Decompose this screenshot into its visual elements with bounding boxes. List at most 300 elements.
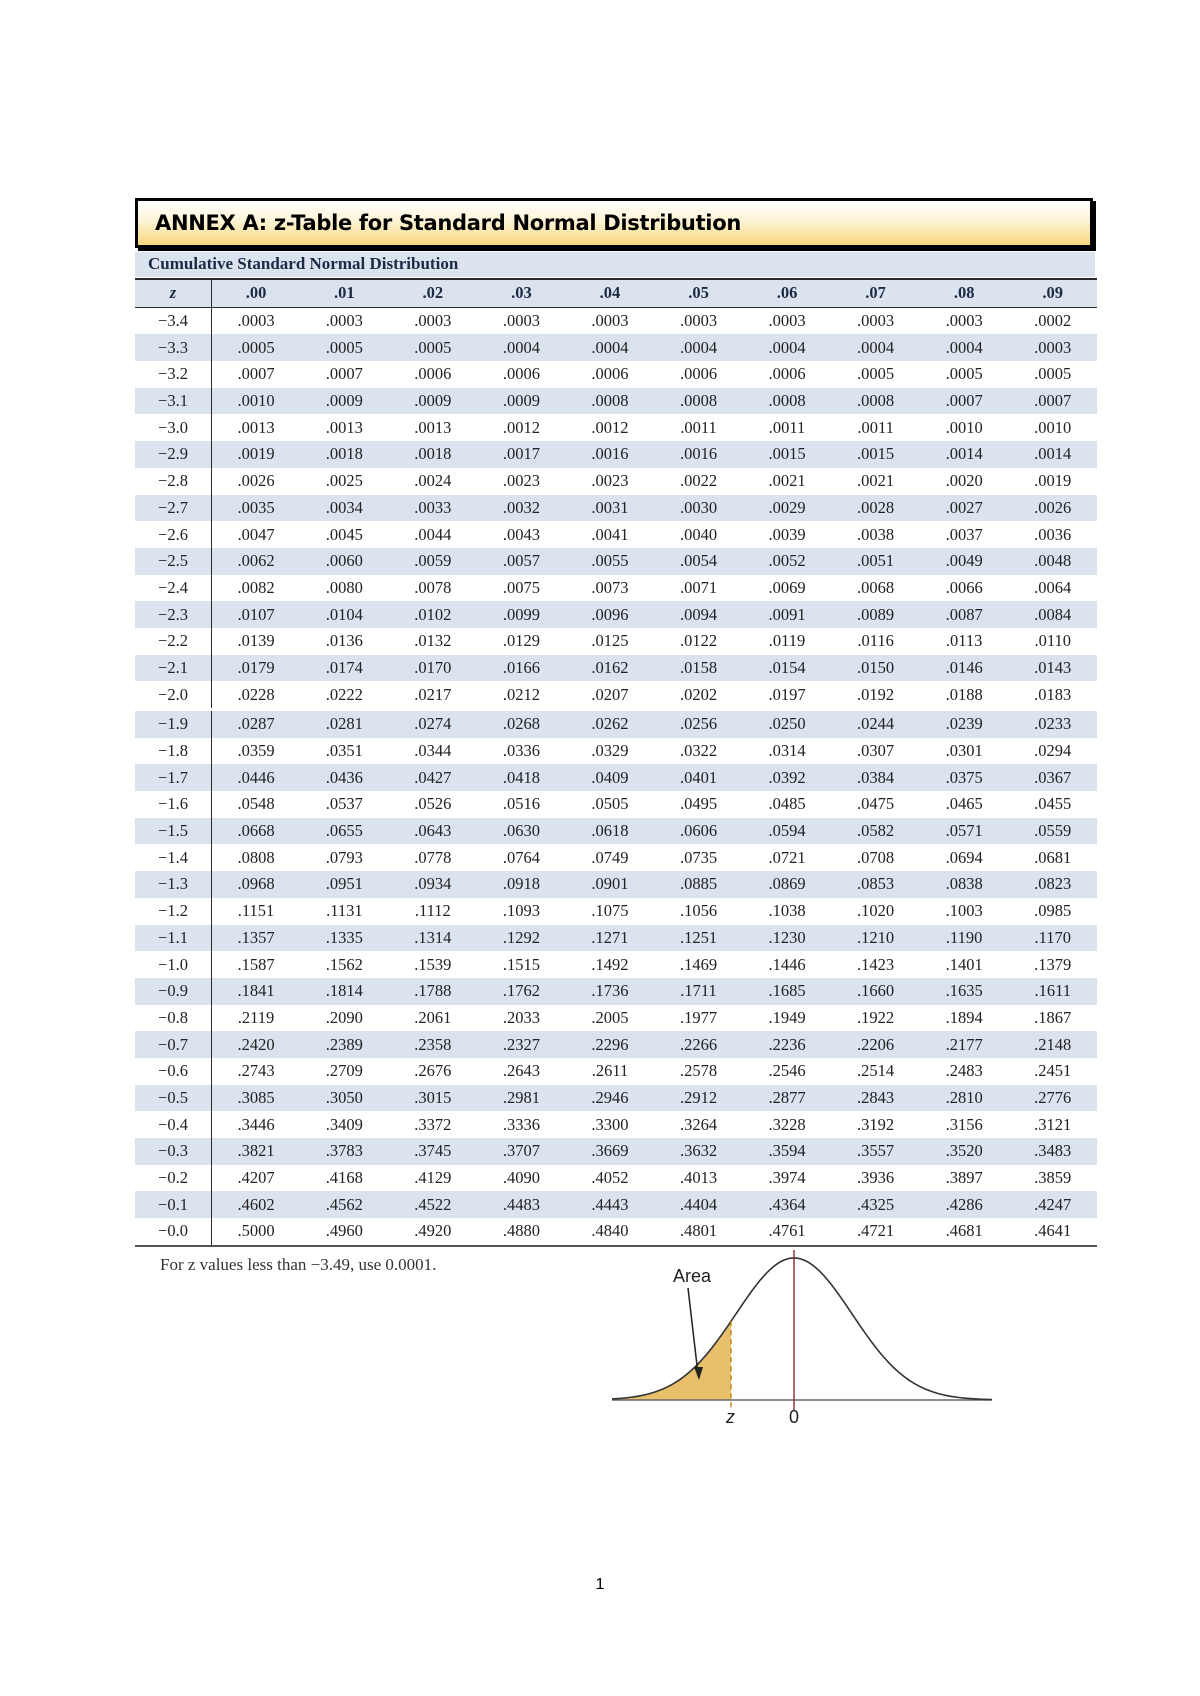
z-value-cell: −1.1: [135, 925, 212, 952]
probability-cell: .1357: [237, 927, 275, 947]
probability-cell: .0582: [857, 821, 895, 841]
probability-cell: .0301: [945, 741, 983, 761]
probability-cell: .0034: [325, 497, 363, 517]
probability-cell: .4522: [414, 1194, 452, 1214]
probability-cell: .0002: [1034, 311, 1072, 331]
probability-cell: .1038: [768, 901, 806, 921]
z-axis-label: z: [726, 1407, 735, 1427]
probability-cell: .3859: [1034, 1168, 1072, 1188]
probability-cell: .0008: [857, 391, 895, 411]
header-col-4: .03: [477, 279, 566, 307]
probability-cell: .3483: [1034, 1141, 1072, 1161]
probability-cell: .3372: [414, 1114, 452, 1134]
probability-cell: .0571: [945, 821, 983, 841]
probability-cell: .4562: [325, 1194, 363, 1214]
z-value-cell: −0.5: [135, 1085, 212, 1112]
table-row: [135, 414, 1097, 441]
probability-cell: .0011: [857, 417, 894, 437]
probability-cell: .0475: [857, 794, 895, 814]
probability-cell: .0013: [414, 417, 452, 437]
probability-cell: .1170: [1034, 927, 1071, 947]
z-value-cell: −0.7: [135, 1031, 212, 1058]
z-table: [135, 278, 1097, 1247]
probability-cell: .4483: [502, 1194, 540, 1214]
table-row: [135, 738, 1097, 765]
probability-cell: .3015: [414, 1087, 452, 1107]
probability-cell: .0021: [857, 471, 895, 491]
probability-cell: .0017: [502, 444, 540, 464]
probability-cell: .0096: [591, 604, 629, 624]
probability-cell: .3707: [502, 1141, 540, 1161]
probability-cell: .0222: [325, 684, 363, 704]
probability-cell: .1635: [945, 981, 983, 1001]
probability-cell: .4641: [1008, 1218, 1097, 1246]
probability-cell: .0594: [768, 821, 806, 841]
probability-cell: .0003: [768, 311, 806, 331]
probability-cell: .0027: [945, 497, 983, 517]
probability-cell: .0003: [237, 311, 275, 331]
probability-cell: .0485: [768, 794, 806, 814]
probability-cell: .0039: [768, 524, 806, 544]
table-row: [135, 791, 1097, 818]
probability-cell: .0023: [502, 471, 540, 491]
probability-cell: .1469: [679, 954, 718, 974]
z-value-cell: −2.2: [135, 628, 212, 655]
probability-cell: .0060: [325, 551, 363, 571]
probability-cell: .0084: [1034, 604, 1072, 624]
probability-cell: .4761: [743, 1218, 832, 1246]
probability-cell: .0808: [237, 847, 275, 867]
table-row: [135, 1165, 1097, 1192]
probability-cell: .2578: [679, 1061, 718, 1081]
table-row: [135, 334, 1097, 361]
z-value-cell: −1.7: [135, 764, 212, 791]
normal-curve-figure: [600, 1250, 1000, 1427]
probability-cell: .0003: [679, 311, 718, 331]
table-caption-text: Cumulative Standard Normal Distribution: [148, 254, 459, 273]
probability-cell: .3745: [414, 1141, 452, 1161]
probability-cell: .0197: [768, 684, 806, 704]
probability-cell: .1003: [945, 901, 983, 921]
probability-cell: .0052: [768, 551, 806, 571]
table-row: [135, 548, 1097, 575]
probability-cell: .0087: [945, 604, 983, 624]
probability-cell: .0681: [1034, 847, 1072, 867]
probability-cell: .1711: [680, 981, 717, 1001]
table-row: [135, 1191, 1097, 1218]
probability-cell: .0823: [1034, 874, 1072, 894]
probability-cell: .1190: [945, 927, 983, 947]
probability-cell: .0367: [1034, 767, 1072, 787]
probability-cell: .0129: [502, 631, 540, 651]
probability-cell: .0057: [502, 551, 540, 571]
z-value-cell: −1.4: [135, 844, 212, 871]
probability-cell: .2483: [945, 1061, 983, 1081]
probability-cell: .1075: [591, 901, 629, 921]
probability-cell: .1515: [502, 954, 540, 974]
probability-cell: .0344: [414, 741, 452, 761]
probability-cell: .0064: [1034, 577, 1072, 597]
probability-cell: .1587: [237, 954, 275, 974]
probability-cell: .0322: [679, 741, 718, 761]
probability-cell: .1112: [414, 901, 451, 921]
z-value-cell: −0.4: [135, 1111, 212, 1138]
probability-cell: .0003: [591, 311, 629, 331]
probability-cell: .0091: [768, 604, 806, 624]
probability-cell: .0018: [414, 444, 452, 464]
probability-cell: .1020: [857, 901, 895, 921]
probability-cell: .4052: [591, 1168, 629, 1188]
probability-cell: .0170: [414, 657, 452, 677]
probability-cell: .1814: [325, 981, 363, 1001]
header-col-1: .00: [212, 279, 301, 307]
table-row: [135, 1058, 1097, 1085]
probability-cell: .4247: [1034, 1194, 1072, 1214]
probability-cell: .0048: [1034, 551, 1072, 571]
probability-cell: .3264: [679, 1114, 718, 1134]
probability-cell: .3228: [768, 1114, 806, 1134]
z-value-cell: −2.5: [135, 548, 212, 575]
probability-cell: .1949: [768, 1007, 806, 1027]
probability-cell: .0024: [414, 471, 452, 491]
probability-cell: .3594: [768, 1141, 806, 1161]
probability-cell: .0446: [237, 767, 275, 787]
probability-cell: .1210: [857, 927, 895, 947]
probability-cell: .0033: [414, 497, 452, 517]
probability-cell: .0735: [679, 847, 718, 867]
table-row: [135, 307, 1097, 334]
probability-cell: .2177: [945, 1034, 983, 1054]
footnote: For z values less than −3.49, use 0.0001.: [160, 1255, 437, 1274]
table-row: [135, 441, 1097, 468]
probability-cell: .2611: [591, 1061, 629, 1081]
z-value-cell: −1.8: [135, 738, 212, 765]
probability-cell: .4960: [300, 1218, 389, 1246]
z-value-cell: −2.0: [135, 681, 212, 709]
probability-cell: .0089: [857, 604, 895, 624]
probability-cell: .0004: [768, 337, 806, 357]
table-header-row: [135, 279, 1097, 307]
probability-cell: .0869: [768, 874, 806, 894]
probability-cell: .2420: [237, 1034, 275, 1054]
table-caption: [135, 252, 1095, 277]
probability-cell: .4404: [679, 1194, 718, 1214]
table-row: [135, 575, 1097, 602]
probability-cell: .4840: [566, 1218, 655, 1246]
probability-cell: .0250: [743, 710, 832, 738]
probability-cell: .0073: [591, 577, 629, 597]
probability-cell: .0162: [591, 657, 629, 677]
probability-cell: .0212: [502, 684, 540, 704]
probability-cell: .1841: [237, 981, 275, 1001]
probability-cell: .0007: [237, 364, 275, 384]
probability-cell: .2776: [1034, 1087, 1072, 1107]
probability-cell: .0047: [237, 524, 275, 544]
probability-cell: .0465: [945, 794, 983, 814]
probability-cell: .0010: [237, 391, 275, 411]
z-value-cell: −0.6: [135, 1058, 212, 1085]
probability-cell: .0009: [325, 391, 363, 411]
probability-cell: .0233: [1008, 710, 1097, 738]
z-value-cell: −2.1: [135, 655, 212, 682]
probability-cell: .0436: [325, 767, 363, 787]
probability-cell: .2061: [414, 1007, 452, 1027]
probability-cell: .3300: [591, 1114, 629, 1134]
probability-cell: .3632: [679, 1141, 718, 1161]
table-row: [135, 1138, 1097, 1165]
probability-cell: .4364: [768, 1194, 806, 1214]
probability-cell: .0031: [591, 497, 629, 517]
probability-cell: .2810: [945, 1087, 983, 1107]
probability-cell: .0020: [945, 471, 983, 491]
probability-cell: .0281: [300, 710, 389, 738]
probability-cell: .0150: [857, 657, 895, 677]
probability-cell: .0018: [325, 444, 363, 464]
probability-cell: .4681: [920, 1218, 1009, 1246]
probability-cell: .1894: [945, 1007, 983, 1027]
probability-cell: .1151: [237, 901, 275, 921]
probability-cell: .1093: [502, 901, 540, 921]
probability-cell: .4325: [857, 1194, 895, 1214]
table-row: [135, 388, 1097, 415]
table-row: [135, 898, 1097, 925]
probability-cell: .0516: [502, 794, 540, 814]
probability-cell: .0329: [591, 741, 629, 761]
probability-cell: .1736: [591, 981, 629, 1001]
z-value-cell: −0.8: [135, 1005, 212, 1032]
probability-cell: .2709: [325, 1061, 363, 1081]
probability-cell: .0005: [237, 337, 275, 357]
probability-cell: .0049: [945, 551, 983, 571]
annex-title: ANNEX A: z-Table for Standard Normal Distribution: [155, 211, 741, 235]
probability-cell: .1251: [679, 927, 718, 947]
probability-cell: .2119: [237, 1007, 275, 1027]
table-row: [135, 681, 1097, 709]
header-col-8: .07: [831, 279, 920, 307]
probability-cell: .4168: [325, 1168, 363, 1188]
probability-cell: .3557: [857, 1141, 895, 1161]
probability-cell: .0132: [414, 631, 452, 651]
probability-cell: .1335: [325, 927, 363, 947]
probability-cell: .0427: [414, 767, 452, 787]
probability-cell: .4013: [679, 1168, 718, 1188]
probability-cell: .2358: [414, 1034, 452, 1054]
probability-cell: .0005: [857, 364, 895, 384]
probability-cell: .3520: [945, 1141, 983, 1161]
z-value-cell: −2.7: [135, 495, 212, 522]
probability-cell: .0038: [857, 524, 895, 544]
probability-cell: .0080: [325, 577, 363, 597]
probability-cell: .1867: [1034, 1007, 1072, 1027]
probability-cell: .0951: [325, 874, 363, 894]
probability-cell: .3085: [237, 1087, 275, 1107]
table-row: [135, 871, 1097, 898]
probability-cell: .0119: [768, 631, 806, 651]
probability-cell: .0262: [566, 710, 655, 738]
table-row: [135, 495, 1097, 522]
table-row: [135, 1218, 1097, 1246]
area-label: Area: [673, 1266, 712, 1286]
z-value-cell: −2.3: [135, 601, 212, 628]
table-row: [135, 1085, 1097, 1112]
probability-cell: .0014: [1034, 444, 1072, 464]
probability-cell: .0004: [679, 337, 718, 357]
probability-cell: .0721: [768, 847, 806, 867]
probability-cell: .0505: [591, 794, 629, 814]
probability-cell: .0068: [857, 577, 895, 597]
z-value-cell: −0.2: [135, 1165, 212, 1192]
probability-cell: .0022: [679, 471, 718, 491]
probability-cell: .0016: [679, 444, 718, 464]
probability-cell: .0054: [679, 551, 718, 571]
probability-cell: .2090: [325, 1007, 363, 1027]
probability-cell: .0104: [325, 604, 363, 624]
probability-cell: .0708: [857, 847, 895, 867]
probability-cell: .2946: [591, 1087, 629, 1107]
probability-cell: .0256: [654, 710, 743, 738]
probability-cell: .4090: [502, 1168, 540, 1188]
probability-cell: .3121: [1034, 1114, 1072, 1134]
probability-cell: .0026: [1034, 497, 1072, 517]
probability-cell: .0006: [679, 364, 718, 384]
probability-cell: .2514: [857, 1061, 895, 1081]
probability-cell: .2676: [414, 1061, 452, 1081]
probability-cell: .0041: [591, 524, 629, 544]
probability-cell: .1539: [414, 954, 452, 974]
area-shaded-region: [612, 1321, 731, 1400]
probability-cell: .5000: [212, 1218, 301, 1246]
probability-cell: .0035: [237, 497, 275, 517]
probability-cell: .0107: [237, 604, 275, 624]
probability-cell: .0007: [945, 391, 983, 411]
probability-cell: .1379: [1034, 954, 1072, 974]
probability-cell: .0455: [1034, 794, 1072, 814]
table-row: [135, 628, 1097, 655]
z-value-cell: −0.9: [135, 978, 212, 1005]
probability-cell: .2005: [591, 1007, 629, 1027]
probability-cell: .2643: [502, 1061, 540, 1081]
z-value-cell: −1.0: [135, 951, 212, 978]
probability-cell: .0003: [325, 311, 363, 331]
table-row: [135, 521, 1097, 548]
probability-cell: .0166: [502, 657, 540, 677]
probability-cell: .0066: [945, 577, 983, 597]
header-col-6: .05: [654, 279, 743, 307]
probability-cell: .0025: [325, 471, 363, 491]
header-col-3: .02: [389, 279, 478, 307]
probability-cell: .0307: [857, 741, 895, 761]
probability-cell: .0029: [768, 497, 806, 517]
probability-cell: .0003: [945, 311, 983, 331]
z-value-cell: −1.9: [135, 710, 212, 738]
probability-cell: .0287: [212, 710, 301, 738]
probability-cell: .0495: [679, 794, 718, 814]
probability-cell: .0004: [502, 337, 540, 357]
probability-cell: .1271: [591, 927, 629, 947]
probability-cell: .0003: [414, 311, 452, 331]
probability-cell: .0009: [414, 391, 452, 411]
probability-cell: .0548: [237, 794, 275, 814]
z-value-cell: −1.6: [135, 791, 212, 818]
probability-cell: .0375: [945, 767, 983, 787]
probability-cell: .1788: [414, 981, 452, 1001]
probability-cell: .0207: [591, 684, 629, 704]
probability-cell: .0526: [414, 794, 452, 814]
probability-cell: .0005: [325, 337, 363, 357]
probability-cell: .0040: [679, 524, 718, 544]
probability-cell: .0559: [1034, 821, 1072, 841]
probability-cell: .0012: [591, 417, 629, 437]
probability-cell: .1977: [679, 1007, 718, 1027]
z-value-cell: −1.3: [135, 871, 212, 898]
probability-cell: .0043: [502, 524, 540, 544]
probability-cell: .0146: [945, 657, 983, 677]
probability-cell: .0359: [237, 741, 275, 761]
probability-cell: .0099: [502, 604, 540, 624]
probability-cell: .0188: [945, 684, 983, 704]
probability-cell: .0139: [237, 631, 275, 651]
probability-cell: .0012: [502, 417, 540, 437]
probability-cell: .0853: [857, 874, 895, 894]
probability-cell: .4920: [389, 1218, 478, 1246]
probability-cell: .0968: [237, 874, 275, 894]
probability-cell: .0778: [414, 847, 452, 867]
probability-cell: .1762: [502, 981, 540, 1001]
table-row: [135, 601, 1097, 628]
probability-cell: .0003: [1034, 337, 1072, 357]
probability-cell: .0030: [679, 497, 718, 517]
probability-cell: .0015: [768, 444, 806, 464]
probability-cell: .0006: [768, 364, 806, 384]
zero-axis-label: 0: [789, 1407, 800, 1427]
probability-cell: .4286: [945, 1194, 983, 1214]
probability-cell: .4801: [654, 1218, 743, 1246]
probability-cell: .3821: [237, 1141, 275, 1161]
probability-cell: .2743: [237, 1061, 275, 1081]
z-value-cell: −2.4: [135, 575, 212, 602]
probability-cell: .0154: [768, 657, 806, 677]
probability-cell: .2546: [768, 1061, 806, 1081]
table-row: [135, 764, 1097, 791]
probability-cell: .0110: [1034, 631, 1071, 651]
probability-cell: .0793: [325, 847, 363, 867]
probability-cell: .0217: [414, 684, 452, 704]
probability-cell: .0051: [857, 551, 895, 571]
bell-curve-line: [612, 1258, 992, 1400]
probability-cell: .0901: [591, 874, 629, 894]
header-z: z: [135, 279, 212, 307]
probability-cell: .2389: [325, 1034, 363, 1054]
probability-cell: .0668: [237, 821, 275, 841]
probability-cell: .2266: [679, 1034, 718, 1054]
z-value-cell: −3.0: [135, 414, 212, 441]
table-row: [135, 1031, 1097, 1058]
probability-cell: .1611: [1034, 981, 1071, 1001]
probability-cell: .0274: [389, 710, 478, 738]
probability-cell: .0062: [237, 551, 275, 571]
z-value-cell: −1.2: [135, 898, 212, 925]
table-row: [135, 361, 1097, 388]
table-row: [135, 978, 1097, 1005]
probability-cell: .0023: [591, 471, 629, 491]
probability-cell: .0537: [325, 794, 363, 814]
table-row: [135, 844, 1097, 871]
probability-cell: .0016: [591, 444, 629, 464]
table-row: [135, 951, 1097, 978]
probability-cell: .2296: [591, 1034, 629, 1054]
probability-cell: .0336: [502, 741, 540, 761]
probability-cell: .0059: [414, 551, 452, 571]
